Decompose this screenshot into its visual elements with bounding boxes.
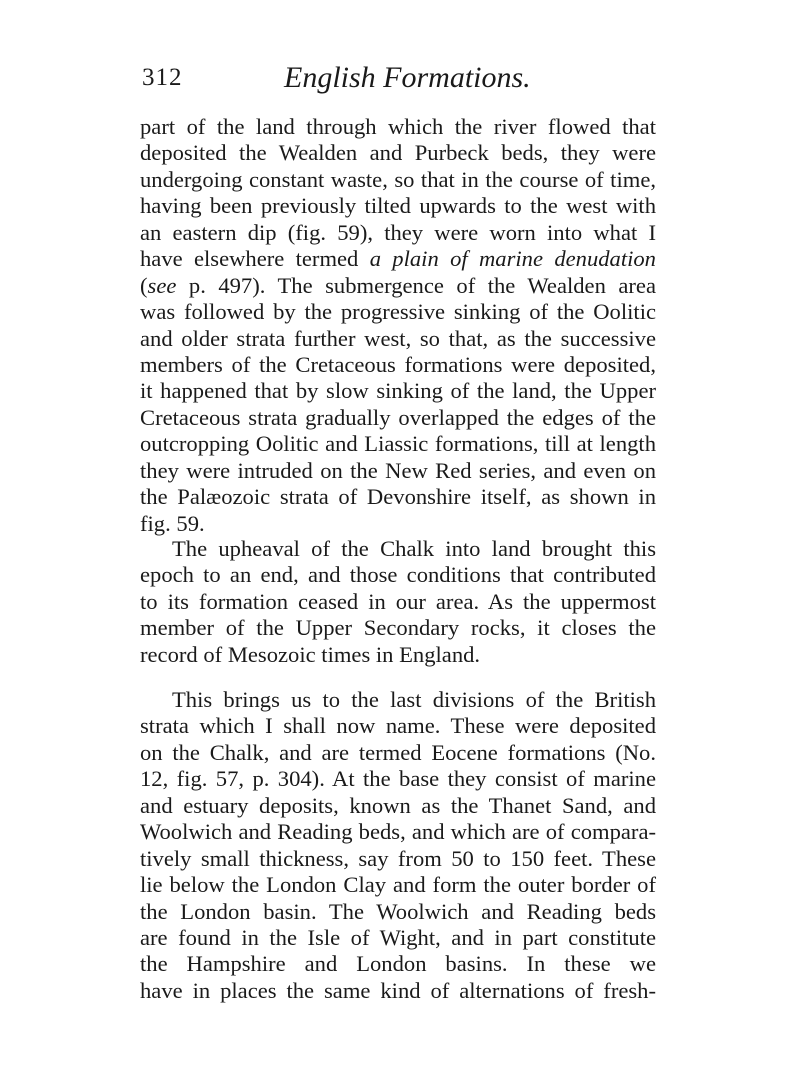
paragraph-3 bbox=[140, 687, 656, 1004]
text-line: the Hampshire and London basins. In these we bbox=[140, 951, 656, 977]
text-line bbox=[140, 246, 656, 272]
text-line: undergoing constant waste, so that in the course of time, bbox=[140, 166, 656, 192]
text-line: are found in the Isle of Wight, and in part constitute bbox=[140, 924, 656, 950]
text-run: have elsewhere termed bbox=[140, 246, 370, 272]
text-line: was followed by the progressive sinking of the Oolitic bbox=[140, 299, 656, 325]
text-line: it happened that by slow sinking of the land, the Upper bbox=[140, 378, 656, 404]
text-line: fig. 59. bbox=[140, 510, 205, 536]
text-line: member of the Upper Secondary rocks, it closes the bbox=[140, 615, 656, 641]
paragraph-2 bbox=[140, 536, 656, 668]
text-line: 12, fig. 57, p. 304). At the base they consist of marine bbox=[140, 766, 656, 792]
text-line: to its formation ceased in our area. As the uppermost bbox=[140, 588, 656, 614]
page-header bbox=[140, 61, 656, 104]
text-line: an eastern dip (fig. 59), they were worn into what I bbox=[140, 219, 656, 245]
text-line: they were intruded on the New Red series, and even on bbox=[140, 457, 656, 483]
text-line: epoch to an end, and those conditions that contributed bbox=[140, 562, 656, 588]
text-line: record of Mesozoic times in England. bbox=[140, 641, 481, 667]
text-line: lie below the London Clay and form the outer border of bbox=[140, 872, 656, 898]
text-line: tively small thickness, say from 50 to 150 feet. These bbox=[140, 845, 656, 871]
text-line: This brings us to the last divisions of the British bbox=[172, 687, 656, 712]
text-line: part of the land through which the river flowed that bbox=[140, 114, 656, 139]
paragraph-1 bbox=[140, 114, 656, 537]
text-line: strata which I shall now name. These were deposited bbox=[140, 713, 656, 739]
text-line: and older strata further west, so that, as the successive bbox=[140, 325, 656, 351]
text-line: members of the Cretaceous formations were deposited, bbox=[140, 351, 656, 377]
page-number: 312 bbox=[142, 64, 183, 91]
italic-phrase: a plain of marine denudation bbox=[369, 246, 656, 272]
text-line: have in places the same kind of alternations of fresh- bbox=[140, 977, 656, 1003]
text-line: Woolwich and Reading beds, and which are of compara- bbox=[140, 819, 656, 845]
running-title: English Formations. bbox=[284, 61, 531, 94]
text-line bbox=[140, 273, 656, 299]
text-line: the Palæozoic strata of Devonshire itself, as shown in bbox=[140, 484, 656, 510]
text-line: outcropping Oolitic and Liassic formations, till at length bbox=[140, 431, 656, 457]
text-run: ( bbox=[140, 272, 148, 298]
text-line: deposited the Wealden and Purbeck beds, they were bbox=[140, 140, 656, 166]
text-line: Cretaceous strata gradually overlapped the edges of the bbox=[140, 404, 656, 430]
text-line: having been previously tilted upwards to the west with bbox=[140, 193, 656, 219]
text-line: on the Chalk, and are termed Eocene formations (No. bbox=[140, 739, 656, 765]
text-line: and estuary deposits, known as the Thanet Sand, and bbox=[140, 792, 656, 818]
text-run: p. 497). The submergence of the Wealden area bbox=[176, 272, 656, 298]
text-line: the London basin. The Woolwich and Reading beds bbox=[140, 898, 656, 924]
italic-see: see bbox=[147, 272, 177, 298]
text-line: The upheaval of the Chalk into land brought this bbox=[172, 536, 656, 561]
